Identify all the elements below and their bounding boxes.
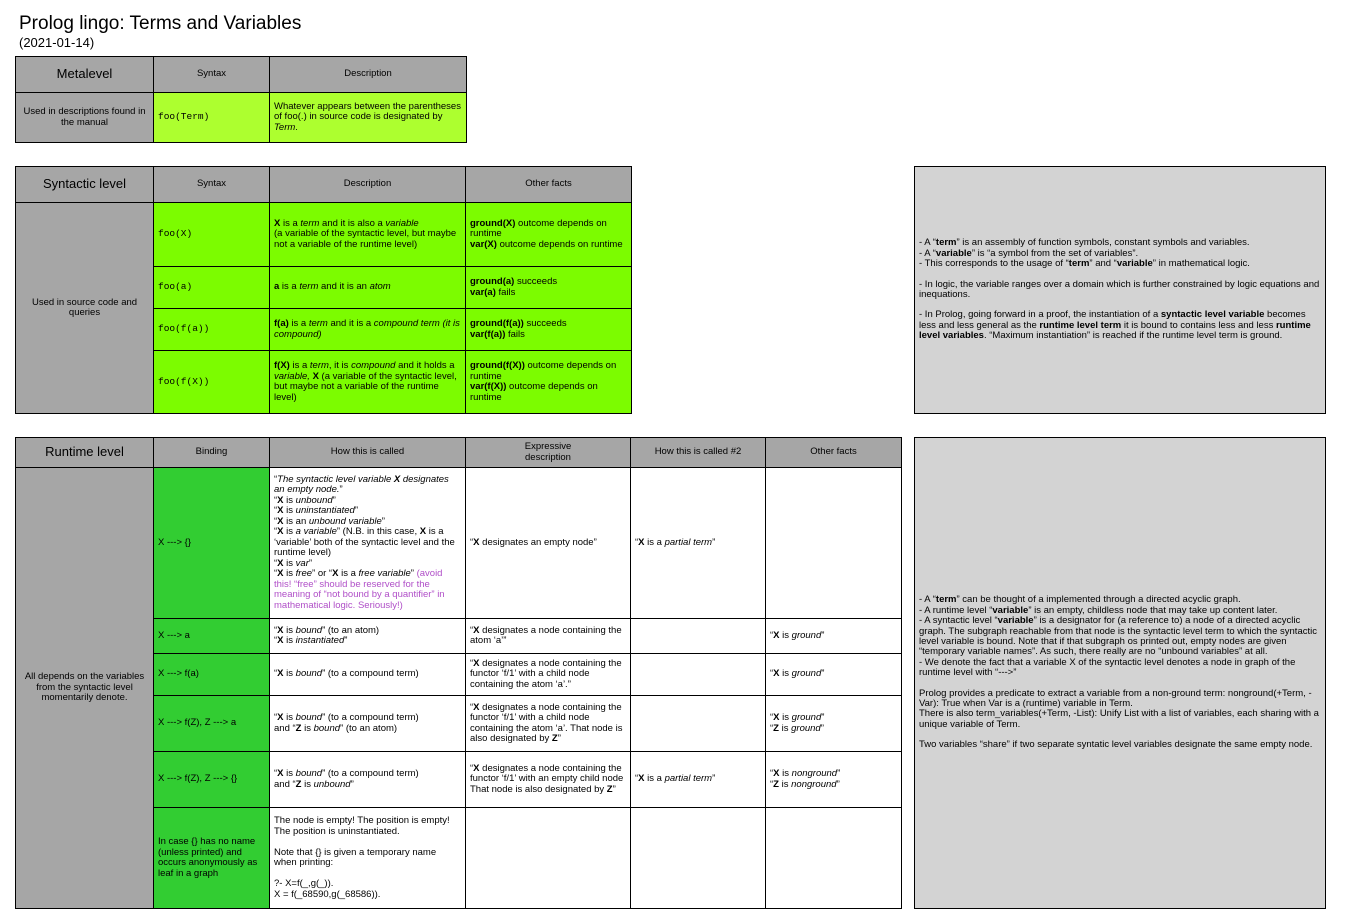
runtime-called2-header: How this is called #2: [631, 438, 766, 468]
runtime-note: - A “term” can be thought of a implemented through a directed acyclic graph. - A runtime level “variable” is an empty, childless node that may take up content later. - A syntactic level “variable” is a designator for (a reference to) a node of a directed acyclic graph. The subgraph reachable from that node is the syntactic level term to which the syntactic level variable is bound. Note that if that subgraph os printed out, empty nodes are given “temporary variable names”. As such, there really are no “unbound variables” at all. - We denote the fact that a variable X of the syntactic level denotes a node in graph of the runtime level with “--->” Prolog provides a predicate to extract a variable from a non-ground term: nonground(+Term, -Var): True when Var is a (runtime) variable in Term. There is also term_variables(+Term, -List): Unify List with a list of variables, each sharing with a unique variable of Term. Two variables “share” if two separate syntatic level variables designate the same empty node.: [914, 437, 1326, 909]
syntactic-row-other: ground(f(a)) succeeds var(f(a)) fails: [466, 309, 632, 351]
runtime-row-expressive: “X designates a node containing the functor ‘f/1’ with a child node containing the atom ‘a’. That node is also designated by Z”: [466, 696, 631, 752]
metalevel-syntax-header: Syntax: [154, 57, 270, 93]
runtime-row-called: “X is bound” (to an atom) “X is instantiated”: [270, 619, 466, 654]
runtime-row-called2: [631, 808, 766, 909]
runtime-row-called: “X is bound” (to a compound term) and “Z is bound” (to an atom): [270, 696, 466, 752]
runtime-row-expressive: “X designates a node containing the atom ‘a’”: [466, 619, 631, 654]
runtime-row-called2: [631, 654, 766, 696]
metalevel-side-label: Used in descriptions found in the manual: [16, 93, 154, 143]
runtime-row-binding: X ---> {}: [154, 468, 270, 619]
runtime-row-binding: X ---> f(Z), Z ---> {}: [154, 752, 270, 808]
runtime-row-called2: [631, 619, 766, 654]
syntactic-row-other: ground(a) succeeds var(a) fails: [466, 267, 632, 309]
runtime-row-other: [766, 808, 902, 909]
runtime-other-header: Other facts: [766, 438, 902, 468]
runtime-row-called: “The syntactic level variable X designates an empty node.” “X is unbound” “X is uninstantiated” “X is an unbound variable” “X is a variable” (N.B. in this case, X is a ‘variable’ both of the syntactic level and the runtime level) “X is var” “X is free” or “X is a free variable” (avoid this! “free” should be reserved for the meaning of “not bound by a quantifier” in mathematical logic. Seriously!): [270, 468, 466, 619]
runtime-row-other: “X is ground” “Z is ground”: [766, 696, 902, 752]
syntactic-row-syntax: foo(X): [154, 203, 270, 267]
syntactic-row-other: ground(f(X)) outcome depends on runtime var(f(X)) outcome depends on runtime: [466, 351, 632, 414]
syntactic-note: - A “term” is an assembly of function symbols, constant symbols and variables. - A “variable” is “a symbol from the set of variables”. - This corresponds to the usage of “term” and “variable” in mathematical logic. - In logic, the variable ranges over a domain which is further constrained by logic equations and inequations. - In Prolog, going forward in a proof, the instantiation of a syntactic level variable becomes less and less general as the runtime level term it is bound to contains less and less runtime level variables. “Maximum instantiation” is reached if the runtime level term is ground.: [914, 166, 1326, 414]
runtime-row-other: “X is nonground” “Z is nonground”: [766, 752, 902, 808]
syntactic-description-header: Description: [270, 167, 466, 203]
runtime-row-other: “X is ground”: [766, 654, 902, 696]
metalevel-description-header: Description: [270, 57, 467, 93]
syntactic-table: [15, 166, 632, 414]
runtime-row-expressive: “X designates an empty node”: [466, 468, 631, 619]
syntactic-row-description: f(a) is a term and it is a compound term (it is compound): [270, 309, 466, 351]
runtime-expressive-header: Expressive description: [466, 438, 631, 468]
runtime-table: [15, 437, 902, 909]
runtime-row-expressive: [466, 808, 631, 909]
runtime-row-binding: X ---> a: [154, 619, 270, 654]
runtime-row-binding: X ---> f(Z), Z ---> a: [154, 696, 270, 752]
runtime-row-expressive: “X designates a node containing the functor ‘f/1’ with a child node containing the atom ‘a’.”: [466, 654, 631, 696]
syntactic-syntax-header: Syntax: [154, 167, 270, 203]
runtime-row-binding: In case {} has no name (unless printed) and occurs anonymously as leaf in a graph: [154, 808, 270, 909]
page-date: (2021-01-14): [19, 35, 95, 50]
syntactic-row-description: a is a term and it is an atom: [270, 267, 466, 309]
runtime-header: Runtime level: [16, 438, 154, 468]
runtime-row-called: “X is bound” (to a compound term) and “Z is unbound”: [270, 752, 466, 808]
syntactic-row-other: ground(X) outcome depends on runtime var(X) outcome depends on runtime: [466, 203, 632, 267]
runtime-row-other: [766, 468, 902, 619]
runtime-row-called: “X is bound” (to a compound term): [270, 654, 466, 696]
runtime-row-binding: X ---> f(a): [154, 654, 270, 696]
page-title: Prolog lingo: Terms and Variables: [19, 13, 302, 34]
runtime-row-called2: “X is a partial term”: [631, 752, 766, 808]
syntactic-row-description: f(X) is a term, it is compound and it holds a variable, X (a variable of the syntactic level, but maybe not a variable of the runtime level): [270, 351, 466, 414]
runtime-binding-header: Binding: [154, 438, 270, 468]
runtime-called-header: How this is called: [270, 438, 466, 468]
runtime-row-called2: “X is a partial term”: [631, 468, 766, 619]
syntactic-other-header: Other facts: [466, 167, 632, 203]
runtime-row-called2: [631, 696, 766, 752]
metalevel-table: [15, 56, 467, 143]
metalevel-header: Metalevel: [16, 57, 154, 93]
syntactic-row-syntax: foo(f(a)): [154, 309, 270, 351]
syntactic-row-syntax: foo(a): [154, 267, 270, 309]
syntactic-row-description: X is a term and it is also a variable (a variable of the syntactic level, but maybe not a variable of the runtime level): [270, 203, 466, 267]
runtime-row-other: “X is ground”: [766, 619, 902, 654]
runtime-side-label: All depends on the variables from the syntactic level momentarily denote.: [16, 468, 154, 909]
syntactic-side-label: Used in source code and queries: [16, 203, 154, 414]
metalevel-syntax: foo(Term): [154, 93, 270, 143]
syntactic-row-syntax: foo(f(X)): [154, 351, 270, 414]
runtime-row-called: The node is empty! The position is empty! The position is uninstantiated. Note that {} is given a temporary name when printing: ?- X=f(_,g(_)). X = f(_68590,g(_68586)).: [270, 808, 466, 909]
runtime-row-expressive: “X designates a node containing the functor ‘f/1’ with an empty child node That node is also designated by Z”: [466, 752, 631, 808]
metalevel-description: Whatever appears between the parentheses of foo(.) in source code is designated by Term.: [270, 93, 467, 143]
syntactic-header: Syntactic level: [16, 167, 154, 203]
